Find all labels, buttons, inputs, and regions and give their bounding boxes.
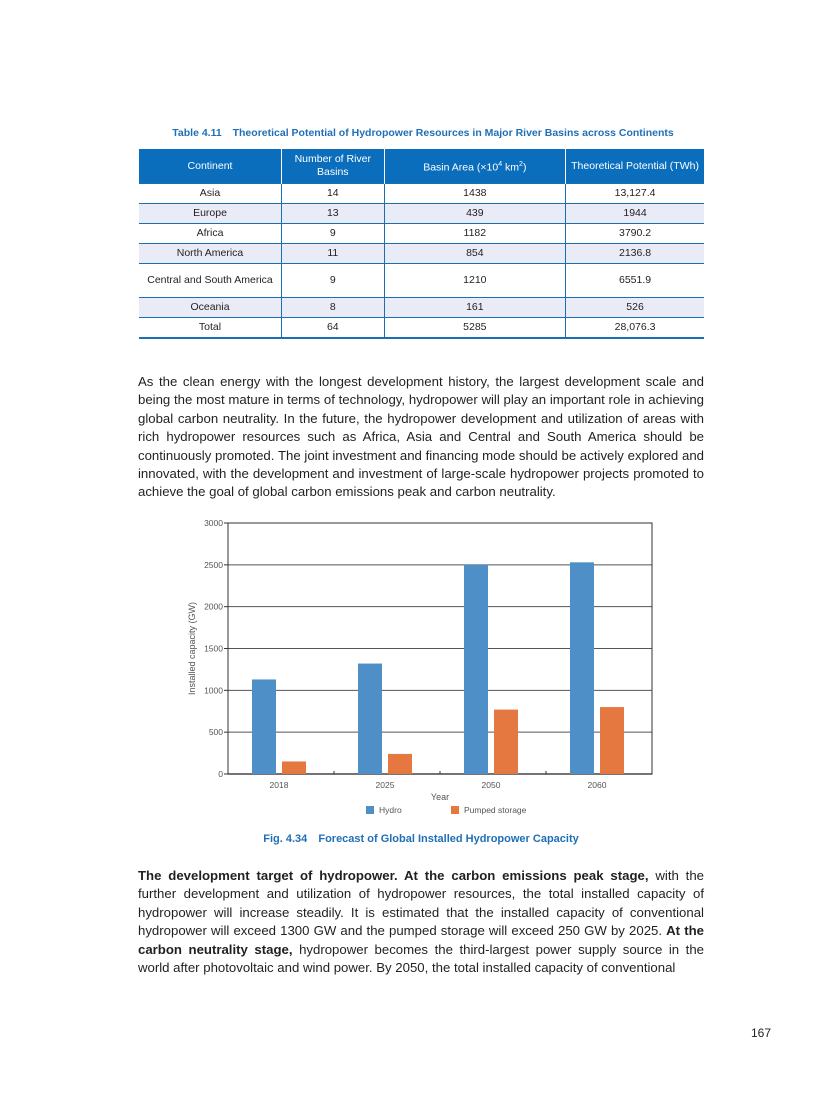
body-paragraph-2 xyxy=(138,867,704,977)
cell-potential: 6551.9 xyxy=(566,264,704,298)
x-tick-label: 2025 xyxy=(375,780,395,790)
bar-hydro-2018 xyxy=(252,679,276,774)
table-header-row xyxy=(139,149,704,184)
table-row xyxy=(139,184,704,204)
y-tick-label: 500 xyxy=(208,727,223,738)
hydropower-potential-table xyxy=(139,149,704,339)
y-tick-label: 2500 xyxy=(204,559,223,570)
figure-number: Fig. 4.34 xyxy=(263,833,308,845)
y-axis-label: Installed capacity (GW) xyxy=(187,601,197,696)
cell-continent: North America xyxy=(139,244,282,264)
legend-label: Pumped storage xyxy=(464,805,527,815)
bar-pumped-storage-2060 xyxy=(600,707,624,774)
table-number: Table 4.11 xyxy=(172,127,222,139)
table-row xyxy=(139,298,704,318)
cell-basins: 8 xyxy=(282,298,385,318)
cell-area: 5285 xyxy=(384,318,566,339)
table-row xyxy=(139,204,704,224)
cell-area: 1182 xyxy=(384,224,566,244)
cell-area: 1438 xyxy=(384,184,566,204)
cell-potential: 2136.8 xyxy=(566,244,704,264)
table-row-total xyxy=(139,318,704,339)
paragraph-text-1: with the further development and utilization of hydropower resources, the total installed capacity of hydropower will increase steadily. It is estimated that the installed capacity of conventional hydropower will exceed 1300 GW and the pumped storage will exceed 250 GW by 2025. xyxy=(138,868,704,939)
bar-hydro-2025 xyxy=(358,664,382,774)
cell-continent: Africa xyxy=(139,224,282,244)
bar-pumped-storage-2018 xyxy=(282,761,306,774)
figure-caption xyxy=(138,833,704,845)
header-potential: Theoretical Potential (TWh) xyxy=(566,149,704,184)
paragraph-text-2: hydropower becomes the third-largest power supply source in the world after photovoltaic and wind power. By 2050, the total installed capacity of conventional xyxy=(138,941,704,976)
cell-continent: Europe xyxy=(139,204,282,224)
page-number: 167 xyxy=(751,1026,772,1040)
cell-area: 439 xyxy=(384,204,566,224)
header-basin-area: Basin Area ($\times 10^4$ $km^2$) xyxy=(384,149,566,184)
cell-continent: Oceania xyxy=(139,298,282,318)
table-row xyxy=(139,244,704,264)
bar-pumped-storage-2050 xyxy=(494,710,518,774)
cell-basins: 9 xyxy=(282,264,385,298)
x-axis-label: Year xyxy=(430,792,450,802)
cell-potential: 13,127.4 xyxy=(566,184,704,204)
cell-potential: 28,076.3 xyxy=(566,318,704,339)
y-tick-label: 1500 xyxy=(204,643,223,654)
y-tick-label: 2000 xyxy=(204,601,223,612)
bar-hydro-2060 xyxy=(570,562,594,774)
cell-continent: Total xyxy=(139,318,282,339)
body-paragraph-1: As the clean energy with the longest development history, the largest development scale and being the most mature in terms of technology, hydropower will play an important role in achieving global carbon neutrality. In the future, the hydropower development and utilization of areas with rich hydropower resources such as Africa, Asia and Central and South America should be continuously promoted. The joint investment and financing mode should be actively explored and innovated, with the development and investment of large-scale hydropower projects promoted to achieve the goal of global carbon emissions peak and carbon neutrality. xyxy=(138,374,704,500)
bar-pumped-storage-2025 xyxy=(388,754,412,774)
cell-basins: 64 xyxy=(282,318,385,339)
cell-basins: 9 xyxy=(282,224,385,244)
legend-swatch-hydro xyxy=(366,806,374,814)
y-tick-label: 1000 xyxy=(204,685,223,696)
x-tick-label: 2050 xyxy=(481,780,501,790)
cell-basins: 11 xyxy=(282,244,385,264)
header-basins: Number of River Basins xyxy=(282,149,385,184)
x-tick-label: 2060 xyxy=(587,780,607,790)
bold-lead-1: The development target of hydropower. At the carbon emissions peak stage, xyxy=(138,868,649,883)
y-tick-label: 0 xyxy=(218,769,223,779)
cell-basins: 13 xyxy=(282,204,385,224)
x-tick-label: 2018 xyxy=(269,780,289,790)
table-caption xyxy=(138,127,708,139)
cell-potential: 1944 xyxy=(566,204,704,224)
capacity-forecast-chart xyxy=(180,510,660,825)
cell-potential: 526 xyxy=(566,298,704,318)
cell-basins: 14 xyxy=(282,184,385,204)
cell-area: 854 xyxy=(384,244,566,264)
header-continent: Continent xyxy=(139,149,282,184)
legend-label: Hydro xyxy=(379,805,402,815)
table-row xyxy=(139,264,704,298)
legend-swatch-pumped-storage xyxy=(451,806,459,814)
table-row xyxy=(139,224,704,244)
figure-title: Forecast of Global Installed Hydropower Capacity xyxy=(318,833,579,845)
cell-potential: 3790.2 xyxy=(566,224,704,244)
cell-area: 1210 xyxy=(384,264,566,298)
bold-lead-2: At the carbon neutrality stage, xyxy=(138,923,704,957)
cell-area: 161 xyxy=(384,298,566,318)
table-title: Theoretical Potential of Hydropower Resources in Major River Basins across Continents xyxy=(232,127,674,139)
cell-continent: Asia xyxy=(139,184,282,204)
cell-continent: Central and South America xyxy=(139,264,282,298)
y-tick-label: 3000 xyxy=(204,518,223,528)
bar-hydro-2050 xyxy=(464,565,488,774)
